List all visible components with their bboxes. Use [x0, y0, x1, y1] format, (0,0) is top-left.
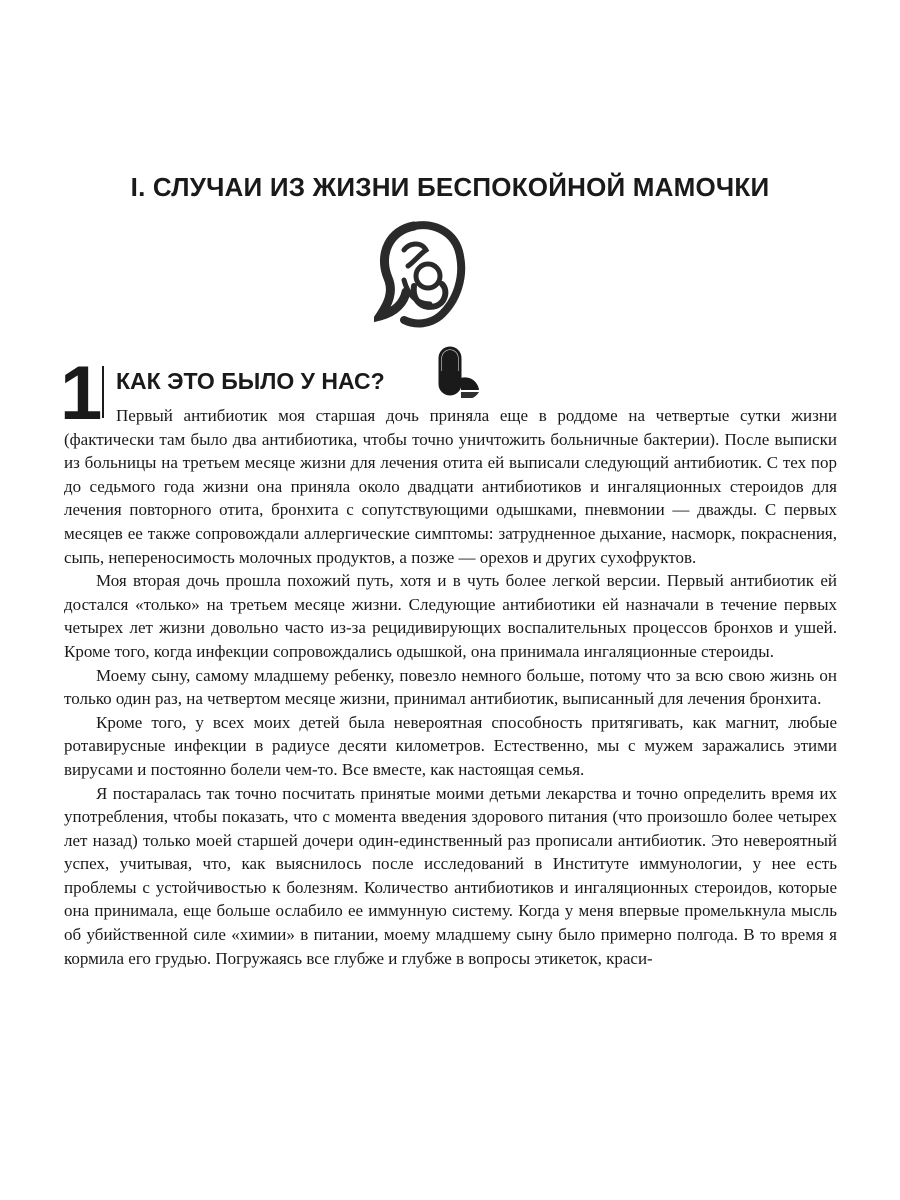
chapter-title: I. СЛУЧАИ ИЗ ЖИЗНИ БЕСПОКОЙНОЙ МАМОЧКИ [130, 172, 770, 202]
section-number: 1 [60, 351, 103, 436]
paragraph: Кроме того, у всех моих детей была невероятная способность притягивать, как магнит, любые ротавирусные инфекции в радиусе десяти километров. Естественно, мы с мужем заражались этими вирусами и постоянно болели чем-то. Все вместе, как настоящая семья. [64, 712, 837, 779]
paragraph: Моя вторая дочь прошла похожий путь, хотя и в чуть более легкой версии. Первый антибиотик ей достался «только» на третьем месяце жизни. Следующие антибиотики ей назначали в течение первых четырех лет жизни довольно часто из-за рецидивирующих воспалительных процессов бронхов и ушей. Кроме того, когда инфекции сопровождались одышкой, она принимала ингаляционные стероиды. [64, 571, 837, 661]
pill-capsule-icon [437, 346, 481, 398]
paragraph: Первый антибиотик моя старшая дочь приняла еще в роддоме на четвертые сутки жизни (фактически там было два антибиотика, чтобы точно уничтожить больничные бактерии). После выписки из больницы на третьем месяце жизни для лечения отита ей выписали следующий антибиотик. С тех пор до седьмого года жизни она приняла около двадцати антибиотиков и ингаляционных стероидов для лечения повторного отита, бронхита с сопутствующими одышками, пневмонии — дважды. С первых месяцев ее также сопровождали аллергические симптомы: затрудненное дыхание, насморк, покраснения, сыпь, непереносимость молочных продуктов, а позже — орехов и других сухофруктов. [64, 406, 837, 567]
body-text [64, 404, 837, 970]
paragraph: Я постаралась так точно посчитать принятые моими детьми лекарства и точно определить время их употребления, чтобы показать, что с момента введения здорового питания (что произошло более четырех лет назад) только моей старшей дочери один-единственный раз прописали антибиотик. Это невероятный успех, учитывая, что, как выяснилось после исследований в Институте иммунологии, у нее есть проблемы с устойчивостью к болезням. Количество антибиотиков и ингаляционных стероидов, которые она принимала, еще больше ослабило ее иммунную систему. Когда у меня впервые промелькнула мысль об убийственной силе «химии» в питании, моему младшему сыну было примерно полгода. В то время я кормила его грудью. Погружаясь все глубже и глубже в вопросы этикеток, краси- [64, 783, 837, 968]
section-title: КАК ЭТО БЫЛО У НАС? [116, 368, 385, 394]
mother-with-baby-icon [374, 220, 470, 328]
paragraph: Моему сыну, самому младшему ребенку, повезло немного больше, потому что за всю свою жизнь он только один раз, на четвертом месяце жизни, принимал антибиотик, выписанный для лечения бронхита. [64, 665, 837, 709]
